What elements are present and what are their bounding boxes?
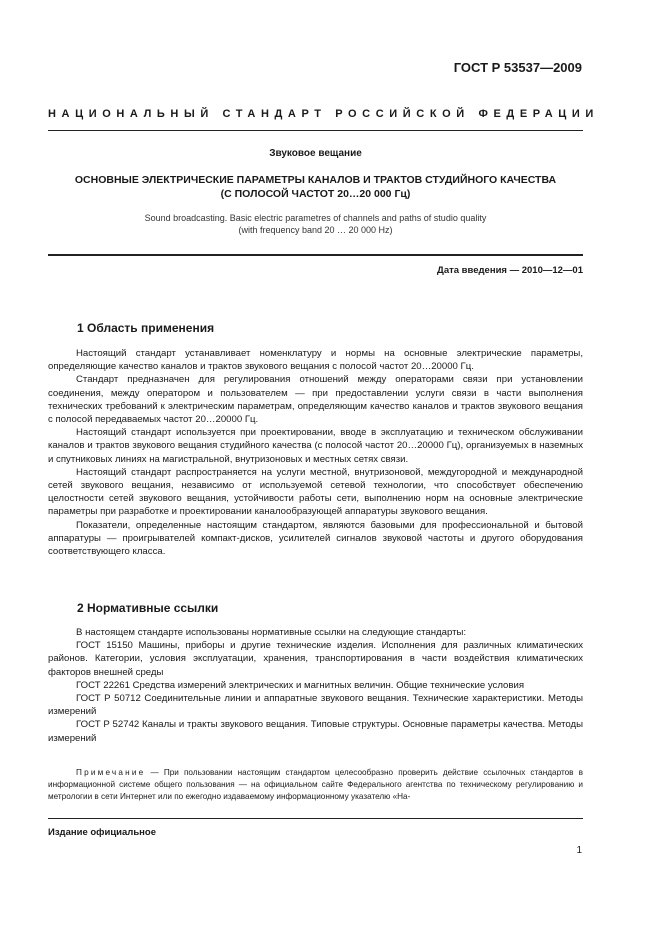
paragraph: Настоящий стандарт устанавливает номенклатуру и нормы на основные электрические параметры, определяющие качество каналов и трактов звукового вещания с полосой частот 20…20000 Гц. xyxy=(48,348,583,373)
title-line-2: (С ПОЛОСОЙ ЧАСТОТ 20…20 000 Гц) xyxy=(220,188,411,200)
effective-date: Дата введения — 2010—12—01 xyxy=(437,265,583,276)
paragraph: Стандарт предназначен для регулирования отношений между операторами связи при установлении соединения, между оператором и пользователем — при предоставлении услуги связи в части выполнения технических требований к электрическим параметрам, определяющим качество каналов и трактов звукового вещания с полосой передаваемых частот 20…20000 Гц. xyxy=(48,374,583,426)
title-divider xyxy=(48,254,583,256)
note-paragraph xyxy=(48,767,583,803)
title-line-1: ОСНОВНЫЕ ЭЛЕКТРИЧЕСКИЕ ПАРАМЕТРЫ КАНАЛОВ И ТРАКТОВ СТУДИЙНОГО КАЧЕСТВА xyxy=(74,174,557,186)
document-title-english xyxy=(48,212,583,236)
reference-item: ГОСТ 15150 Машины, приборы и другие технические изделия. Исполнения для различных климатических районов. Категории, условия эксплуатации, хранения, транспортирования в части воздействия климатических факторов внешней среды xyxy=(48,640,583,678)
note-block xyxy=(48,767,583,803)
paragraph: Настоящий стандарт распространяется на услуги местной, внутризоновой, междугородной и международной сетей звукового вещания, независимо от используемой сетевой технологии, что способствует обеспечению целостности сетей звукового вещания, устойчивости работы сети, выполнению норм на основные электрические параметры при разработке и проектировании каналообразующей аппаратуры звукового вещания. xyxy=(48,466,583,518)
subject-heading: Звуковое вещание xyxy=(269,148,362,159)
reference-item: ГОСТ 22261 Средства измерений электрических и магнитных величин. Общие технические условия xyxy=(76,679,525,691)
section-2-body xyxy=(48,626,583,745)
paragraph: В настоящем стандарте использованы нормативные ссылки на следующие стандарты: xyxy=(76,627,467,638)
document-number: ГОСТ Р 53537—2009 xyxy=(453,60,582,75)
section-1-body xyxy=(48,347,583,558)
document-title xyxy=(48,173,583,201)
section-2-heading: 2 Нормативные ссылки xyxy=(77,601,219,615)
title-en-line-1: Sound broadcasting. Basic electric parametres of channels and paths of studio quality xyxy=(144,213,487,223)
national-standard-heading: НАЦИОНАЛЬНЫЙ СТАНДАРТ РОССИЙСКОЙ ФЕДЕРАЦИИ xyxy=(48,108,599,120)
top-divider xyxy=(48,130,583,131)
edition-label: Издание официальное xyxy=(48,827,156,838)
section-1-heading: 1 Область применения xyxy=(77,321,215,335)
footer-divider xyxy=(48,818,583,819)
note-label: Примечание xyxy=(76,768,146,777)
reference-item: ГОСТ Р 50712 Соединительные линии и аппаратные звукового вещания. Технические характеристики. Методы измерений xyxy=(48,693,583,718)
reference-item: ГОСТ Р 52742 Каналы и тракты звукового вещания. Типовые структуры. Основные параметры качества. Методы измерений xyxy=(48,719,583,744)
note-text: — При пользовании настоящим стандартом целесообразно проверить действие ссылочных стандартов в информационной системе общего пользования — на официальном сайте Федерального агентства по техническому регулированию и метрологии в сети Интернет или по ежегодно издаваемому информационному указателю «На- xyxy=(48,768,583,801)
page-number: 1 xyxy=(576,845,582,856)
title-en-line-2: (with frequency band 20 … 20 000 Hz) xyxy=(238,225,393,235)
paragraph: Показатели, определенные настоящим стандартом, являются базовыми для профессиональной и бытовой аппаратуры — проигрывателей компакт-дисков, усилителей сигналов звуковой частоты и другого оборудования соответствующего класса. xyxy=(48,519,583,558)
paragraph: Настоящий стандарт используется при проектировании, вводе в эксплуатацию и техническом обслуживании каналов и трактов звукового вещания студийного качества (с полосой частот 20…20000 Гц), организуемых в наземных и спутниковых линиях на магистральной, внутризоновых и местных сетях связи. xyxy=(48,427,583,465)
